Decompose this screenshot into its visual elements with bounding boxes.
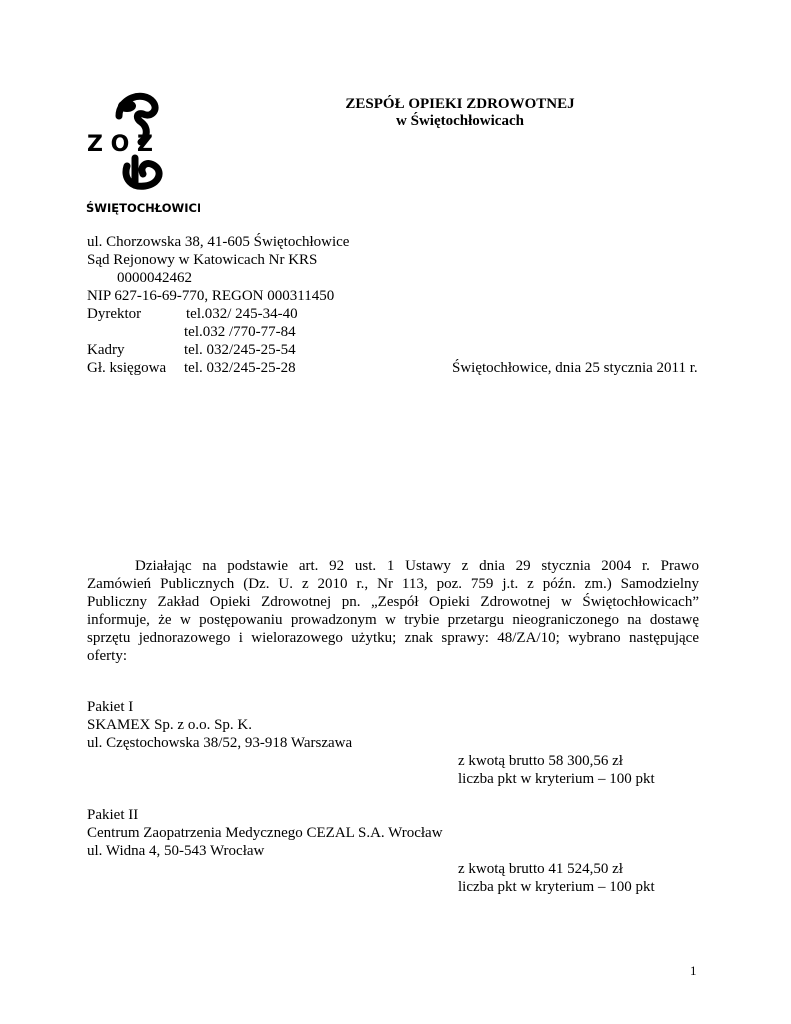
sender-address: ul. Chorzowska 38, 41-605 Świętochłowice — [87, 234, 350, 250]
snake-emblem-icon — [85, 88, 200, 216]
contact-phone: tel.032 /770-77-84 — [184, 324, 296, 340]
sender-court: Sąd Rejonowy w Katowicach Nr KRS — [87, 252, 318, 268]
package-company: Centrum Zaopatrzenia Medycznego CEZAL S.A. Wrocław — [87, 825, 443, 841]
package-title: Pakiet I — [87, 699, 134, 715]
body-line: Publiczny Zakład Opieki Zdrowotnej pn. „Zespół Opieki Zdrowotnej w Świętochłowicach” — [87, 594, 699, 610]
institution-location: w Świętochłowicach — [396, 113, 524, 129]
body-line: informuje, że w postępowaniu prowadzonym w trybie przetargu nieograniczonego na dostawę — [87, 612, 699, 628]
contact-label: Kadry — [87, 342, 125, 358]
package-amount: z kwotą brutto 41 524,50 zł — [458, 861, 623, 877]
body-line: oferty: — [87, 648, 127, 664]
sender-krs: 0000042462 — [117, 270, 192, 286]
contact-phone: tel.032/ 245-34-40 — [186, 306, 298, 322]
package-company: SKAMEX Sp. z o.o. Sp. K. — [87, 717, 253, 733]
institution-title: ZESPÓŁ OPIEKI ZDROWOTNEJ — [345, 96, 575, 112]
contact-phone: tel. 032/245-25-54 — [184, 342, 296, 358]
contact-label: Gł. księgowa — [87, 360, 167, 376]
body-line: sprzętu jednorazowego i wielorazowego użytku; znak sprawy: 48/ZA/10; wybrano następujące — [87, 630, 699, 646]
svg-text:ŚWIĘTOCHŁOWICE: ŚWIĘTOCHŁOWICE — [86, 201, 200, 215]
package-score: liczba pkt w kryterium – 100 pkt — [458, 771, 655, 787]
package-address: ul. Częstochowska 38/52, 93-918 Warszawa — [87, 735, 353, 751]
place-date: Świętochłowice, dnia 25 stycznia 2011 r. — [452, 360, 698, 376]
contact-phone: tel. 032/245-25-28 — [184, 360, 296, 376]
page-number: 1 — [690, 963, 697, 978]
svg-text:Z O Z: Z O Z — [87, 132, 153, 157]
package-score: liczba pkt w kryterium – 100 pkt — [458, 879, 655, 895]
body-paragraph — [87, 557, 699, 665]
package-amount: z kwotą brutto 58 300,56 zł — [458, 753, 623, 769]
body-line: Działając na podstawie art. 92 ust. 1 Ustawy z dnia 29 stycznia 2004 r. Prawo — [135, 558, 699, 574]
zoz-logo — [85, 88, 200, 216]
sender-nip: NIP 627-16-69-770, REGON 000311450 — [87, 288, 335, 304]
package-title: Pakiet II — [87, 807, 139, 823]
package-address: ul. Widna 4, 50-543 Wrocław — [87, 843, 265, 859]
contact-label: Dyrektor — [87, 306, 142, 322]
body-line: Zamówień Publicznych (Dz. U. z 2010 r., Nr 113, poz. 759 j.t. z późn. zm.) Samodzielny — [87, 576, 699, 592]
